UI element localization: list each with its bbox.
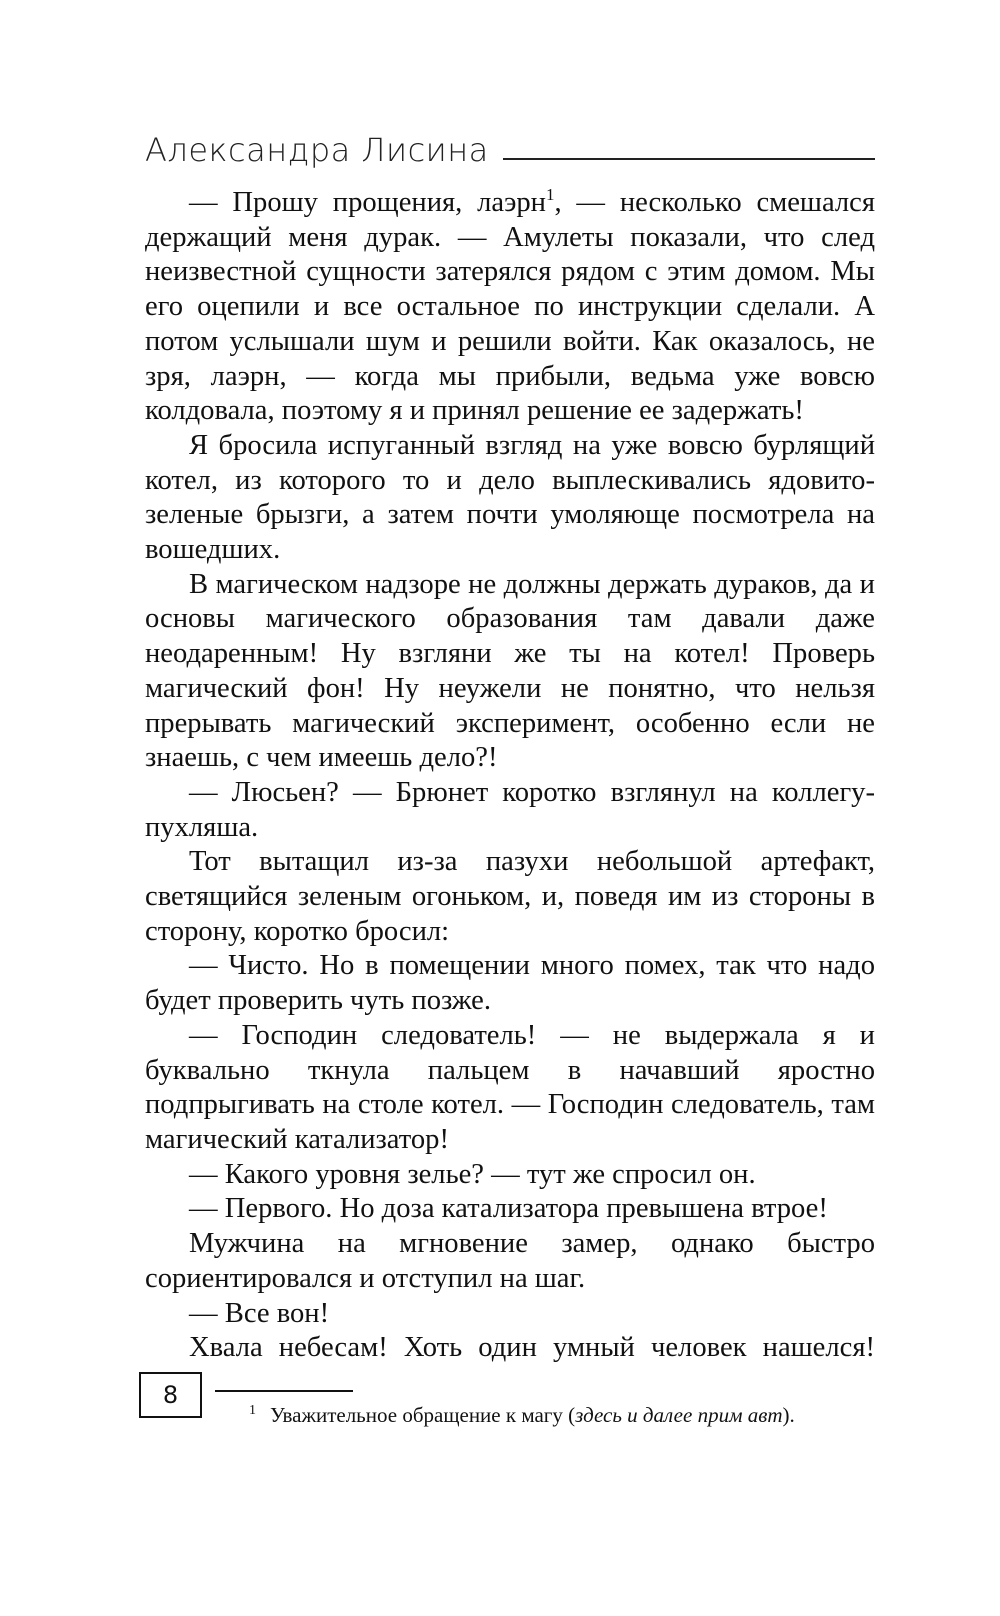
footnote-text: Уважительное обращение к магу (: [270, 1403, 576, 1427]
paragraph: [145, 186, 875, 429]
paragraph: Мужчина на мгновение замер, однако быстро сориентировался и отступил на шаг.: [145, 1228, 875, 1294]
paragraph: В магическом надзоре не должны держать дураков, да и основы магического образования там давали даже неодаренным! Ну взгляни же ты на котел! Проверь магический фон! Ну неужели не понятно, что нельзя прерывать магический эксперимент, особенно если не знаешь, с чем имеешь дело?!: [145, 568, 875, 774]
footnote: [249, 1402, 875, 1428]
footnote-italic: здесь и далее прим авт: [575, 1403, 783, 1427]
paragraph-text: , — несколько смешался держащий меня дурак. — Амулеты показали, что след неизвестной сущности затерялся рядом с этим домом. Мы его оцепили и все остальное по инструкции сделали. А потом услышали шум и решили войти. Как оказалось, не зря, лаэрн, — когда мы прибыли, ведьма уже вовсю колдовала, поэтому я и принял решение ее задержать!: [145, 187, 875, 427]
paragraph: Тот вытащил из-за пазухи небольшой артефакт, светящийся зеленым огоньком, и, поведя им из стороны в сторону, коротко бросил:: [145, 846, 875, 947]
footnote-reference[interactable]: 1: [545, 185, 555, 204]
paragraph: — Чисто. Но в помещении много помех, так что надо будет проверить чуть позже.: [145, 950, 875, 1017]
running-head-rule: [503, 158, 875, 160]
page-number: 8: [139, 1372, 202, 1418]
paragraph: Хвала небесам! Хоть один умный человек нашелся!: [189, 1332, 875, 1364]
footnote-rule: [215, 1390, 353, 1392]
footnote-end: ).: [782, 1403, 795, 1427]
paragraph: — Первого. Но доза катализатора превышена втрое!: [189, 1193, 828, 1225]
paragraph: — Люсьен? — Брюнет коротко взглянул на коллегу-пухляша.: [145, 776, 875, 843]
paragraph-text: — Прошу прощения, лаэрн: [189, 187, 546, 218]
paragraph: Я бросила испуганный взгляд на уже вовсю бурлящий котел, из которого то и дело выплескивались ядовито-зеленые брызги, а затем почти умоляюще посмотрела на вошедших.: [145, 429, 875, 566]
running-head: [145, 118, 875, 168]
body-text: [145, 186, 875, 1366]
running-head-author: Александра Лисина: [145, 131, 489, 169]
paragraph: — Какого уровня зелье? — тут же спросил он.: [189, 1158, 756, 1190]
paragraph: — Все вон!: [189, 1297, 330, 1329]
paragraph: — Господин следователь! — не выдержала я и буквально ткнула пальцем в начавший яростно подпрыгивать на столе котел. — Господин следователь, там магический катализатор!: [145, 1019, 875, 1155]
footnote-number: 1: [249, 1403, 256, 1418]
